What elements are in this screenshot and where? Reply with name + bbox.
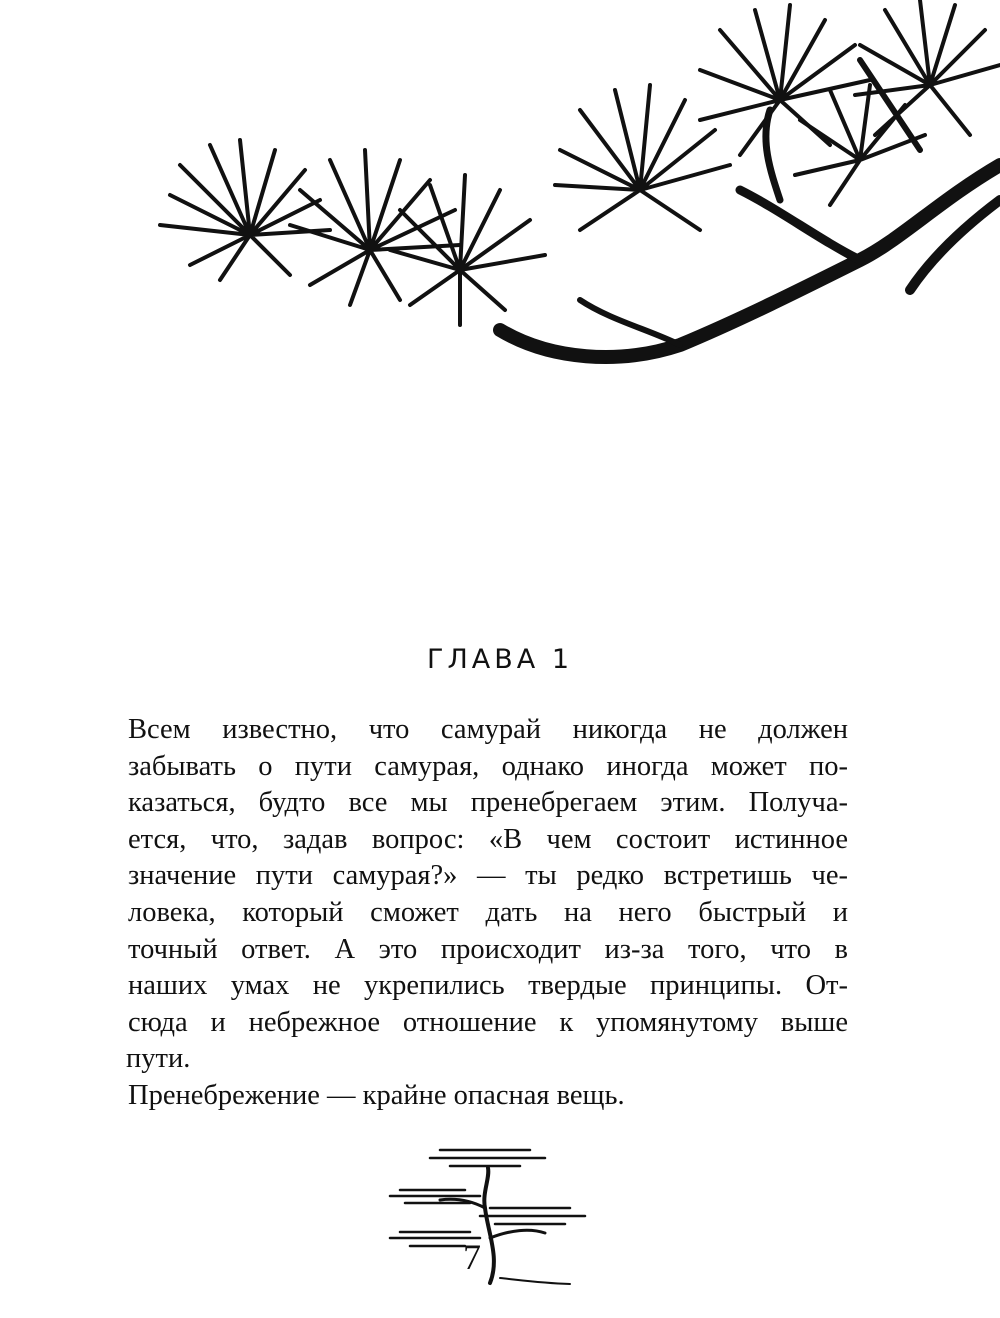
paragraph (128, 712, 848, 1078)
text-line: наших умах не укрепились твердые принципы. От- (128, 970, 848, 1002)
body-text (128, 712, 848, 1115)
text-line: ется, что, задав вопрос: «В чем состоит истинное (128, 823, 848, 855)
pine-branch-illustration (80, 0, 1000, 400)
text-line: точный ответ. А это происходит из-за того, что в (128, 933, 848, 965)
text-line: Всем известно, что самурай никогда не должен (128, 714, 848, 745)
page-number: 7 (463, 1237, 481, 1277)
chapter-title: ГЛАВА 1 (427, 644, 573, 675)
text-line: забывать о пути самурая, однако иногда может по- (128, 750, 848, 782)
text-line: пути. (126, 1043, 191, 1075)
paragraph (128, 1078, 848, 1115)
text-line: сюда и небрежное отношение к упомянутому выше (128, 1006, 848, 1038)
text-line: Пренебрежение — крайне опасная вещь. (128, 1079, 625, 1111)
text-line: значение пути самурая?» — ты редко встретишь че- (128, 860, 848, 892)
text-line: ловека, который сможет дать на него быстрый и (128, 896, 848, 928)
text-line: казаться, будто все мы пренебрегаем этим. Получа- (128, 787, 848, 819)
